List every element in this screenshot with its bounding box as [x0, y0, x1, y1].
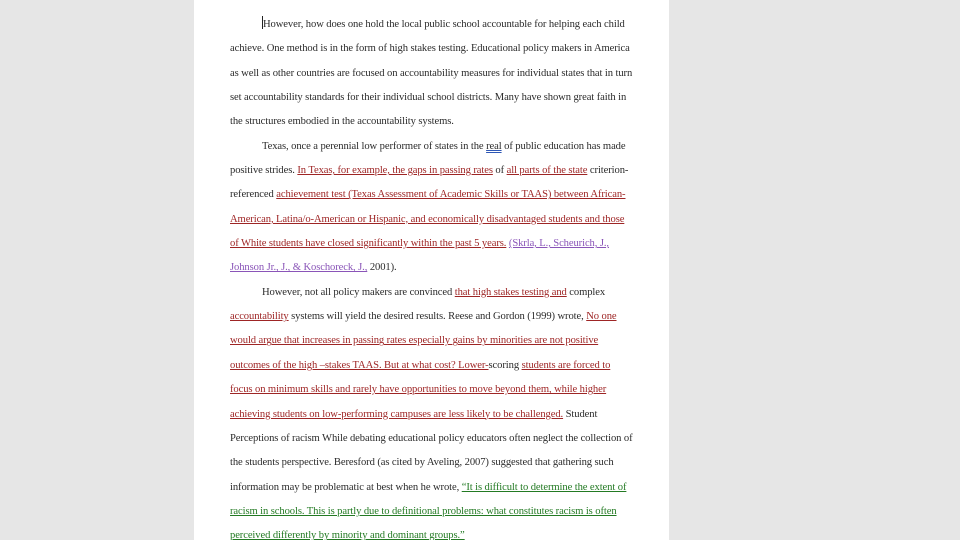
text-line [230, 281, 642, 305]
tracked-change-text: (Skrla, L., Scheurich, J., [508, 238, 609, 250]
text-line [230, 451, 642, 475]
text-line [230, 183, 642, 207]
text-line [230, 110, 642, 134]
text-line [230, 403, 642, 427]
text-line [230, 135, 642, 159]
text-line [230, 378, 642, 402]
text-line [230, 305, 642, 329]
tracked-change-text: “It is difficult to determine the extent of [461, 481, 627, 493]
text-run: as well as other countries are focused on accountability measures for individual states that in turn [230, 67, 633, 79]
text-run: the students perspective. Beresford (as cited by Aveling, 2007) suggested that gathering such [230, 457, 614, 469]
text-run: positive strides. [230, 165, 298, 177]
tracked-change-text: No one [586, 311, 617, 323]
tracked-change-text: students are forced to [521, 359, 611, 371]
tracked-change-text: all parts of the state [506, 165, 588, 177]
tracked-change-text: real [486, 140, 502, 152]
text-run: information may be problematic at best when he wrote, [230, 481, 462, 493]
text-run: criterion- [587, 165, 629, 177]
tracked-change-text: achieving students on low-performing campuses are less likely to be challenged. [230, 408, 564, 420]
tracked-change-text: American, Latina/o-American or Hispanic, and economically disadvantaged students and those [230, 213, 625, 225]
text-line [230, 329, 642, 353]
text-run: of [492, 165, 507, 177]
text-run: Perceptions of racism While debating educational policy educators often neglect the collection of [230, 432, 633, 444]
text-run: 2001). [367, 262, 397, 274]
tracked-change-text: racism in schools. This is partly due to definitional problems: what constitutes racism is often [230, 505, 617, 517]
document-body[interactable] [230, 13, 642, 540]
text-run: referenced [230, 189, 277, 201]
tracked-change-text: would argue that increases in passing rates especially gains by minorities are not positive [230, 335, 599, 347]
text-line [230, 37, 642, 61]
tracked-change-text: of White students have closed significantly within the past 5 years. [230, 238, 507, 250]
tracked-change-text: In Texas, for example, the gaps in passing rates [297, 165, 493, 177]
text-line [230, 354, 642, 378]
tracked-change-text: perceived differently by minority and dominant groups.” [230, 530, 465, 540]
text-run: Student [563, 408, 598, 420]
text-run: the structures embodied in the accountability systems. [230, 116, 454, 128]
text-run: achieve. One method is in the form of high stakes testing. Educational policy makers in America [230, 43, 630, 55]
text-line [230, 476, 642, 500]
tracked-change-text: that high stakes testing and [454, 286, 567, 298]
text-line [230, 208, 642, 232]
text-run: systems will yield the desired results. Reese and Gordon (1999) wrote, [288, 311, 587, 323]
text-run: complex [566, 286, 606, 298]
document-page [194, 0, 669, 540]
text-run: However, how does one hold the local public school accountable for helping each child [263, 19, 625, 30]
text-line [230, 427, 642, 451]
tracked-change-text: accountability [230, 311, 289, 323]
text-run: scoring [488, 359, 522, 371]
text-run: of public education has made [501, 140, 626, 152]
tracked-change-text: focus on minimum skills and rarely have opportunities to move beyond them, while higher [230, 384, 607, 396]
text-line [230, 86, 642, 110]
text-line [230, 256, 642, 280]
text-line [230, 232, 642, 256]
text-line [230, 159, 642, 183]
text-line [230, 500, 642, 524]
tracked-change-text: achievement test (Texas Assessment of Academic Skills or TAAS) between African- [276, 189, 626, 201]
tracked-change-text: outcomes of the high –stakes TAAS. But at what cost? Lower- [230, 359, 489, 371]
text-run: set accountability standards for their individual school districts. Many have shown great faith in [230, 92, 627, 104]
text-line [230, 62, 642, 86]
text-run: Texas, once a perennial low performer of states in the [262, 140, 487, 152]
tracked-change-text: Johnson Jr., J., & Koschoreck, J., [230, 262, 368, 274]
text-line [230, 13, 642, 37]
text-run: However, not all policy makers are convinced [262, 286, 455, 298]
text-line [230, 524, 642, 540]
